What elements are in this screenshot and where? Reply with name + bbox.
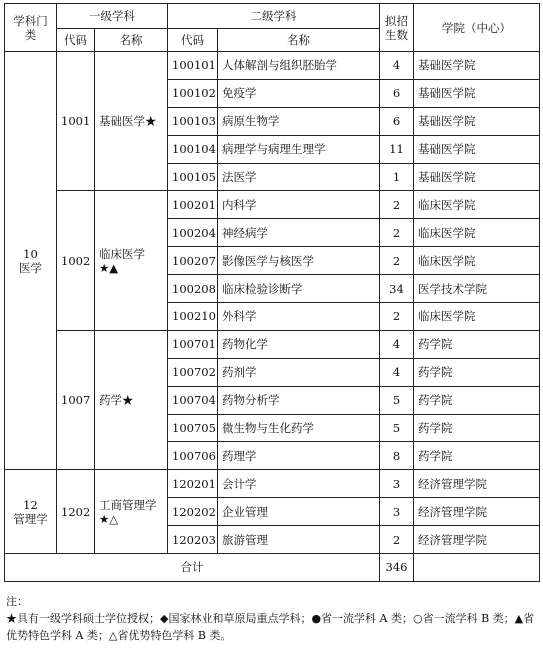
sub-name: 外科学 <box>218 303 380 331</box>
total-empty-cell <box>414 554 540 582</box>
sub-count: 2 <box>380 219 414 247</box>
sub-code: 100104 <box>168 135 218 163</box>
total-row <box>5 554 540 582</box>
sub-college: 医学技术学院 <box>414 275 540 303</box>
sub-name: 免疫学 <box>218 79 380 107</box>
discipline-name: 基础医学★ <box>95 52 168 191</box>
table-row <box>5 191 540 219</box>
sub-college: 药学院 <box>414 386 540 414</box>
sub-college: 临床医学院 <box>414 303 540 331</box>
sub-count: 2 <box>380 191 414 219</box>
sub-name: 药物分析学 <box>218 386 380 414</box>
sub-code: 120203 <box>168 526 218 554</box>
sub-name: 人体解剖与组织胚胎学 <box>218 52 380 80</box>
sub-college: 药学院 <box>414 414 540 442</box>
sub-count: 34 <box>380 275 414 303</box>
sub-college: 药学院 <box>414 442 540 470</box>
sub-count: 2 <box>380 303 414 331</box>
sub-name: 临床检验诊断学 <box>218 275 380 303</box>
sub-name: 旅游管理 <box>218 526 380 554</box>
sub-college: 基础医学院 <box>414 135 540 163</box>
sub-college: 基础医学院 <box>414 163 540 191</box>
sub-name: 法医学 <box>218 163 380 191</box>
sub-name: 药物化学 <box>218 330 380 358</box>
discipline-code: 1007 <box>57 330 95 469</box>
discipline-code: 1001 <box>57 52 95 191</box>
sub-college: 经济管理学院 <box>414 526 540 554</box>
sub-code: 100103 <box>168 107 218 135</box>
sub-code: 100210 <box>168 303 218 331</box>
sub-college: 临床医学院 <box>414 247 540 275</box>
header-planned: 拟招生数 <box>380 4 414 52</box>
sub-code: 120202 <box>168 498 218 526</box>
header-category: 学科门类 <box>5 4 57 52</box>
total-count: 346 <box>380 554 414 582</box>
sub-college: 经济管理学院 <box>414 498 540 526</box>
sub-count: 6 <box>380 107 414 135</box>
header-level2-name: 名称 <box>218 29 380 52</box>
category-cell: 10 医学 <box>5 52 57 470</box>
sub-name: 病原生物学 <box>218 107 380 135</box>
discipline-code: 1002 <box>57 191 95 330</box>
sub-college: 基础医学院 <box>414 107 540 135</box>
header-level2: 二级学科 <box>168 4 380 29</box>
header-level2-code: 代码 <box>168 29 218 52</box>
sub-count: 5 <box>380 386 414 414</box>
table-row <box>5 470 540 498</box>
sub-code: 100702 <box>168 358 218 386</box>
sub-code: 100701 <box>168 330 218 358</box>
sub-code: 100201 <box>168 191 218 219</box>
discipline-name: 药学★ <box>95 330 168 469</box>
sub-code: 100208 <box>168 275 218 303</box>
sub-college: 临床医学院 <box>414 219 540 247</box>
sub-name: 企业管理 <box>218 498 380 526</box>
sub-code: 100706 <box>168 442 218 470</box>
sub-count: 2 <box>380 247 414 275</box>
total-label: 合计 <box>5 554 380 582</box>
sub-code: 100705 <box>168 414 218 442</box>
table-row <box>5 330 540 358</box>
sub-name: 病理学与病理生理学 <box>218 135 380 163</box>
table-header <box>5 4 540 52</box>
sub-count: 4 <box>380 52 414 80</box>
sub-code: 100204 <box>168 219 218 247</box>
sub-name: 药剂学 <box>218 358 380 386</box>
sub-count: 11 <box>380 135 414 163</box>
table-row <box>5 52 540 80</box>
sub-count: 3 <box>380 498 414 526</box>
footnote <box>6 593 538 644</box>
sub-college: 临床医学院 <box>414 191 540 219</box>
discipline-name: 工商管理学 ★△ <box>95 470 168 554</box>
sub-count: 8 <box>380 442 414 470</box>
sub-count: 4 <box>380 330 414 358</box>
sub-code: 100101 <box>168 52 218 80</box>
sub-count: 2 <box>380 526 414 554</box>
sub-code: 100207 <box>168 247 218 275</box>
table-body <box>5 52 540 582</box>
sub-code: 100102 <box>168 79 218 107</box>
discipline-code: 1202 <box>57 470 95 554</box>
sub-college: 药学院 <box>414 330 540 358</box>
category-cell: 12 管理学 <box>5 470 57 554</box>
header-college: 学院（中心） <box>414 4 540 52</box>
sub-name: 神经病学 <box>218 219 380 247</box>
enrollment-table <box>4 3 540 582</box>
header-level1-name: 名称 <box>95 29 168 52</box>
discipline-name: 临床医学 ★▲ <box>95 191 168 330</box>
header-level1-code: 代码 <box>57 29 95 52</box>
footnote-title: 注： <box>6 595 28 608</box>
sub-name: 影像医学与核医学 <box>218 247 380 275</box>
sub-count: 5 <box>380 414 414 442</box>
sub-college: 经济管理学院 <box>414 470 540 498</box>
header-level1: 一级学科 <box>57 4 168 29</box>
sub-code: 100704 <box>168 386 218 414</box>
sub-code: 100105 <box>168 163 218 191</box>
sub-count: 3 <box>380 470 414 498</box>
sub-count: 1 <box>380 163 414 191</box>
sub-name: 内科学 <box>218 191 380 219</box>
sub-count: 4 <box>380 358 414 386</box>
sub-college: 基础医学院 <box>414 79 540 107</box>
sub-name: 微生物与生化药学 <box>218 414 380 442</box>
sub-college: 基础医学院 <box>414 52 540 80</box>
footnote-text: ★具有一级学科硕士学位授权；◆国家林业和草原局重点学科；●省一流学科 A 类；○省一流学科 B 类；▲省优势特色学科 A 类；△省优势特色学科 B 类。 <box>6 612 535 642</box>
sub-name: 会计学 <box>218 470 380 498</box>
sub-code: 120201 <box>168 470 218 498</box>
sub-college: 药学院 <box>414 358 540 386</box>
sub-count: 6 <box>380 79 414 107</box>
sub-name: 药理学 <box>218 442 380 470</box>
